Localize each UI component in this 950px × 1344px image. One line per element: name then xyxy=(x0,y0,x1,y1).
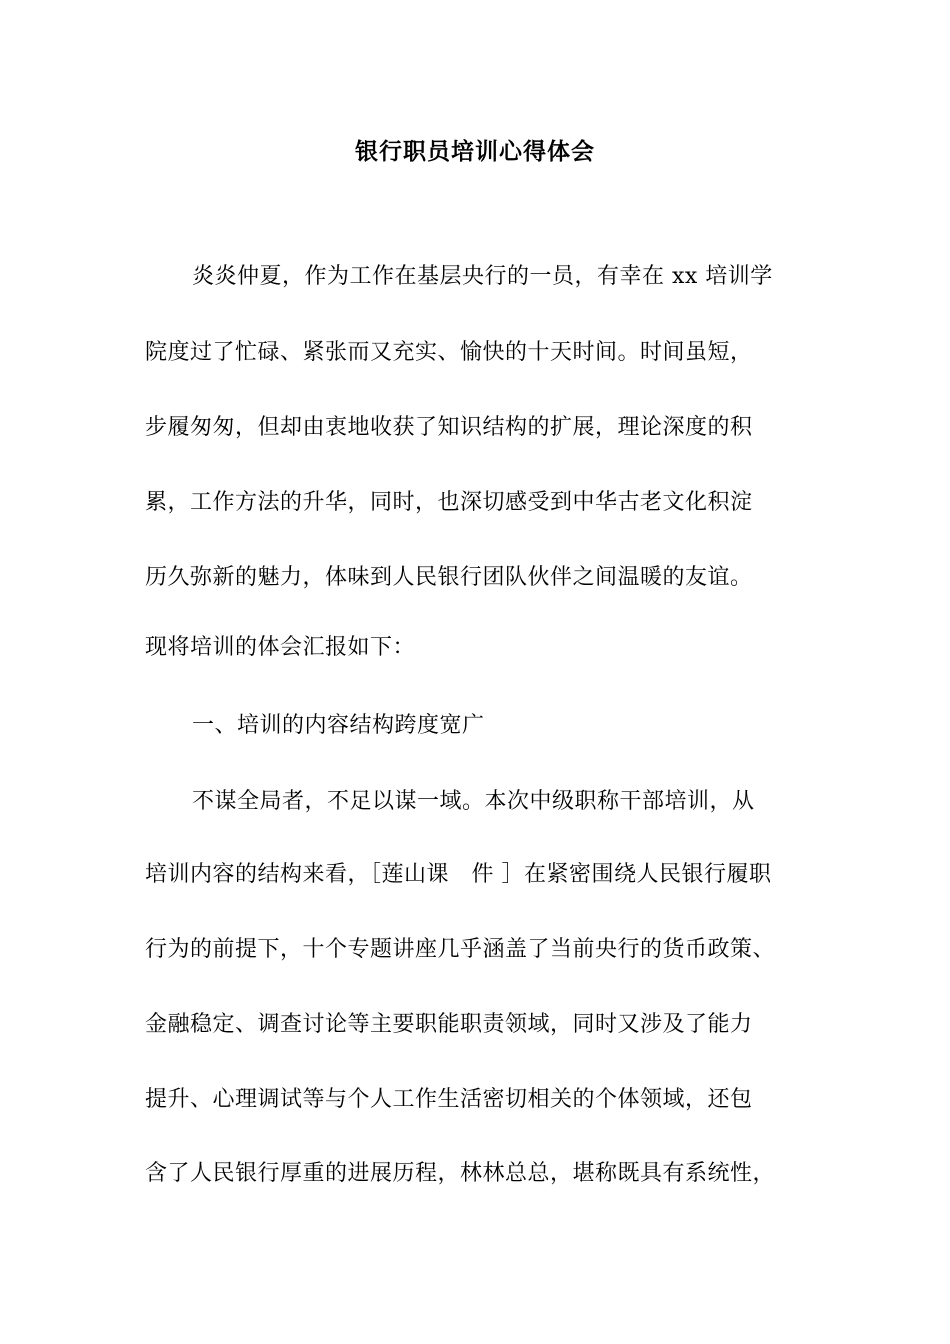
paragraph-line: 炎炎仲夏，作为工作在基层央行的一员，有幸在 xx 培训学 xyxy=(192,264,773,289)
paragraph-line: 现将培训的体会汇报如下： xyxy=(145,635,416,660)
section-heading: 一、培训的内容结构跨度宽广 xyxy=(192,713,485,738)
paragraph-line: 含了人民银行厚重的进展历程，林林总总，堪称既具有系统性， xyxy=(145,1161,776,1186)
paragraph-line: 步履匆匆，但却由衷地收获了知识结构的扩展，理论深度的积 xyxy=(145,415,753,440)
paragraph-line: 院度过了忙碌、紧张而又充实、愉快的十天时间。时间虽短， xyxy=(145,340,753,365)
paragraph-line: 累，工作方法的升华，同时，也深切感受到中华古老文化积淀 xyxy=(145,490,753,515)
document-title: 银行职员培训心得体会 xyxy=(355,138,595,165)
paragraph-line: 金融稳定、调查讨论等主要职能职责领域，同时又涉及了能力 xyxy=(145,1012,753,1037)
paragraph-line: 培训内容的结构来看，［莲山课 件 ］在紧密围绕人民银行履职 xyxy=(145,862,772,887)
paragraph-line: 提升、心理调试等与个人工作生活密切相关的个体领域，还包 xyxy=(145,1087,753,1112)
paragraph-line: 不谋全局者，不足以谋一域。本次中级职称干部培训，从 xyxy=(192,789,755,814)
paragraph-line: 历久弥新的魅力，体味到人民银行团队伙伴之间温暖的友谊。 xyxy=(145,565,753,590)
paragraph-line: 行为的前提下，十个专题讲座几乎涵盖了当前央行的货币政策、 xyxy=(145,937,776,962)
